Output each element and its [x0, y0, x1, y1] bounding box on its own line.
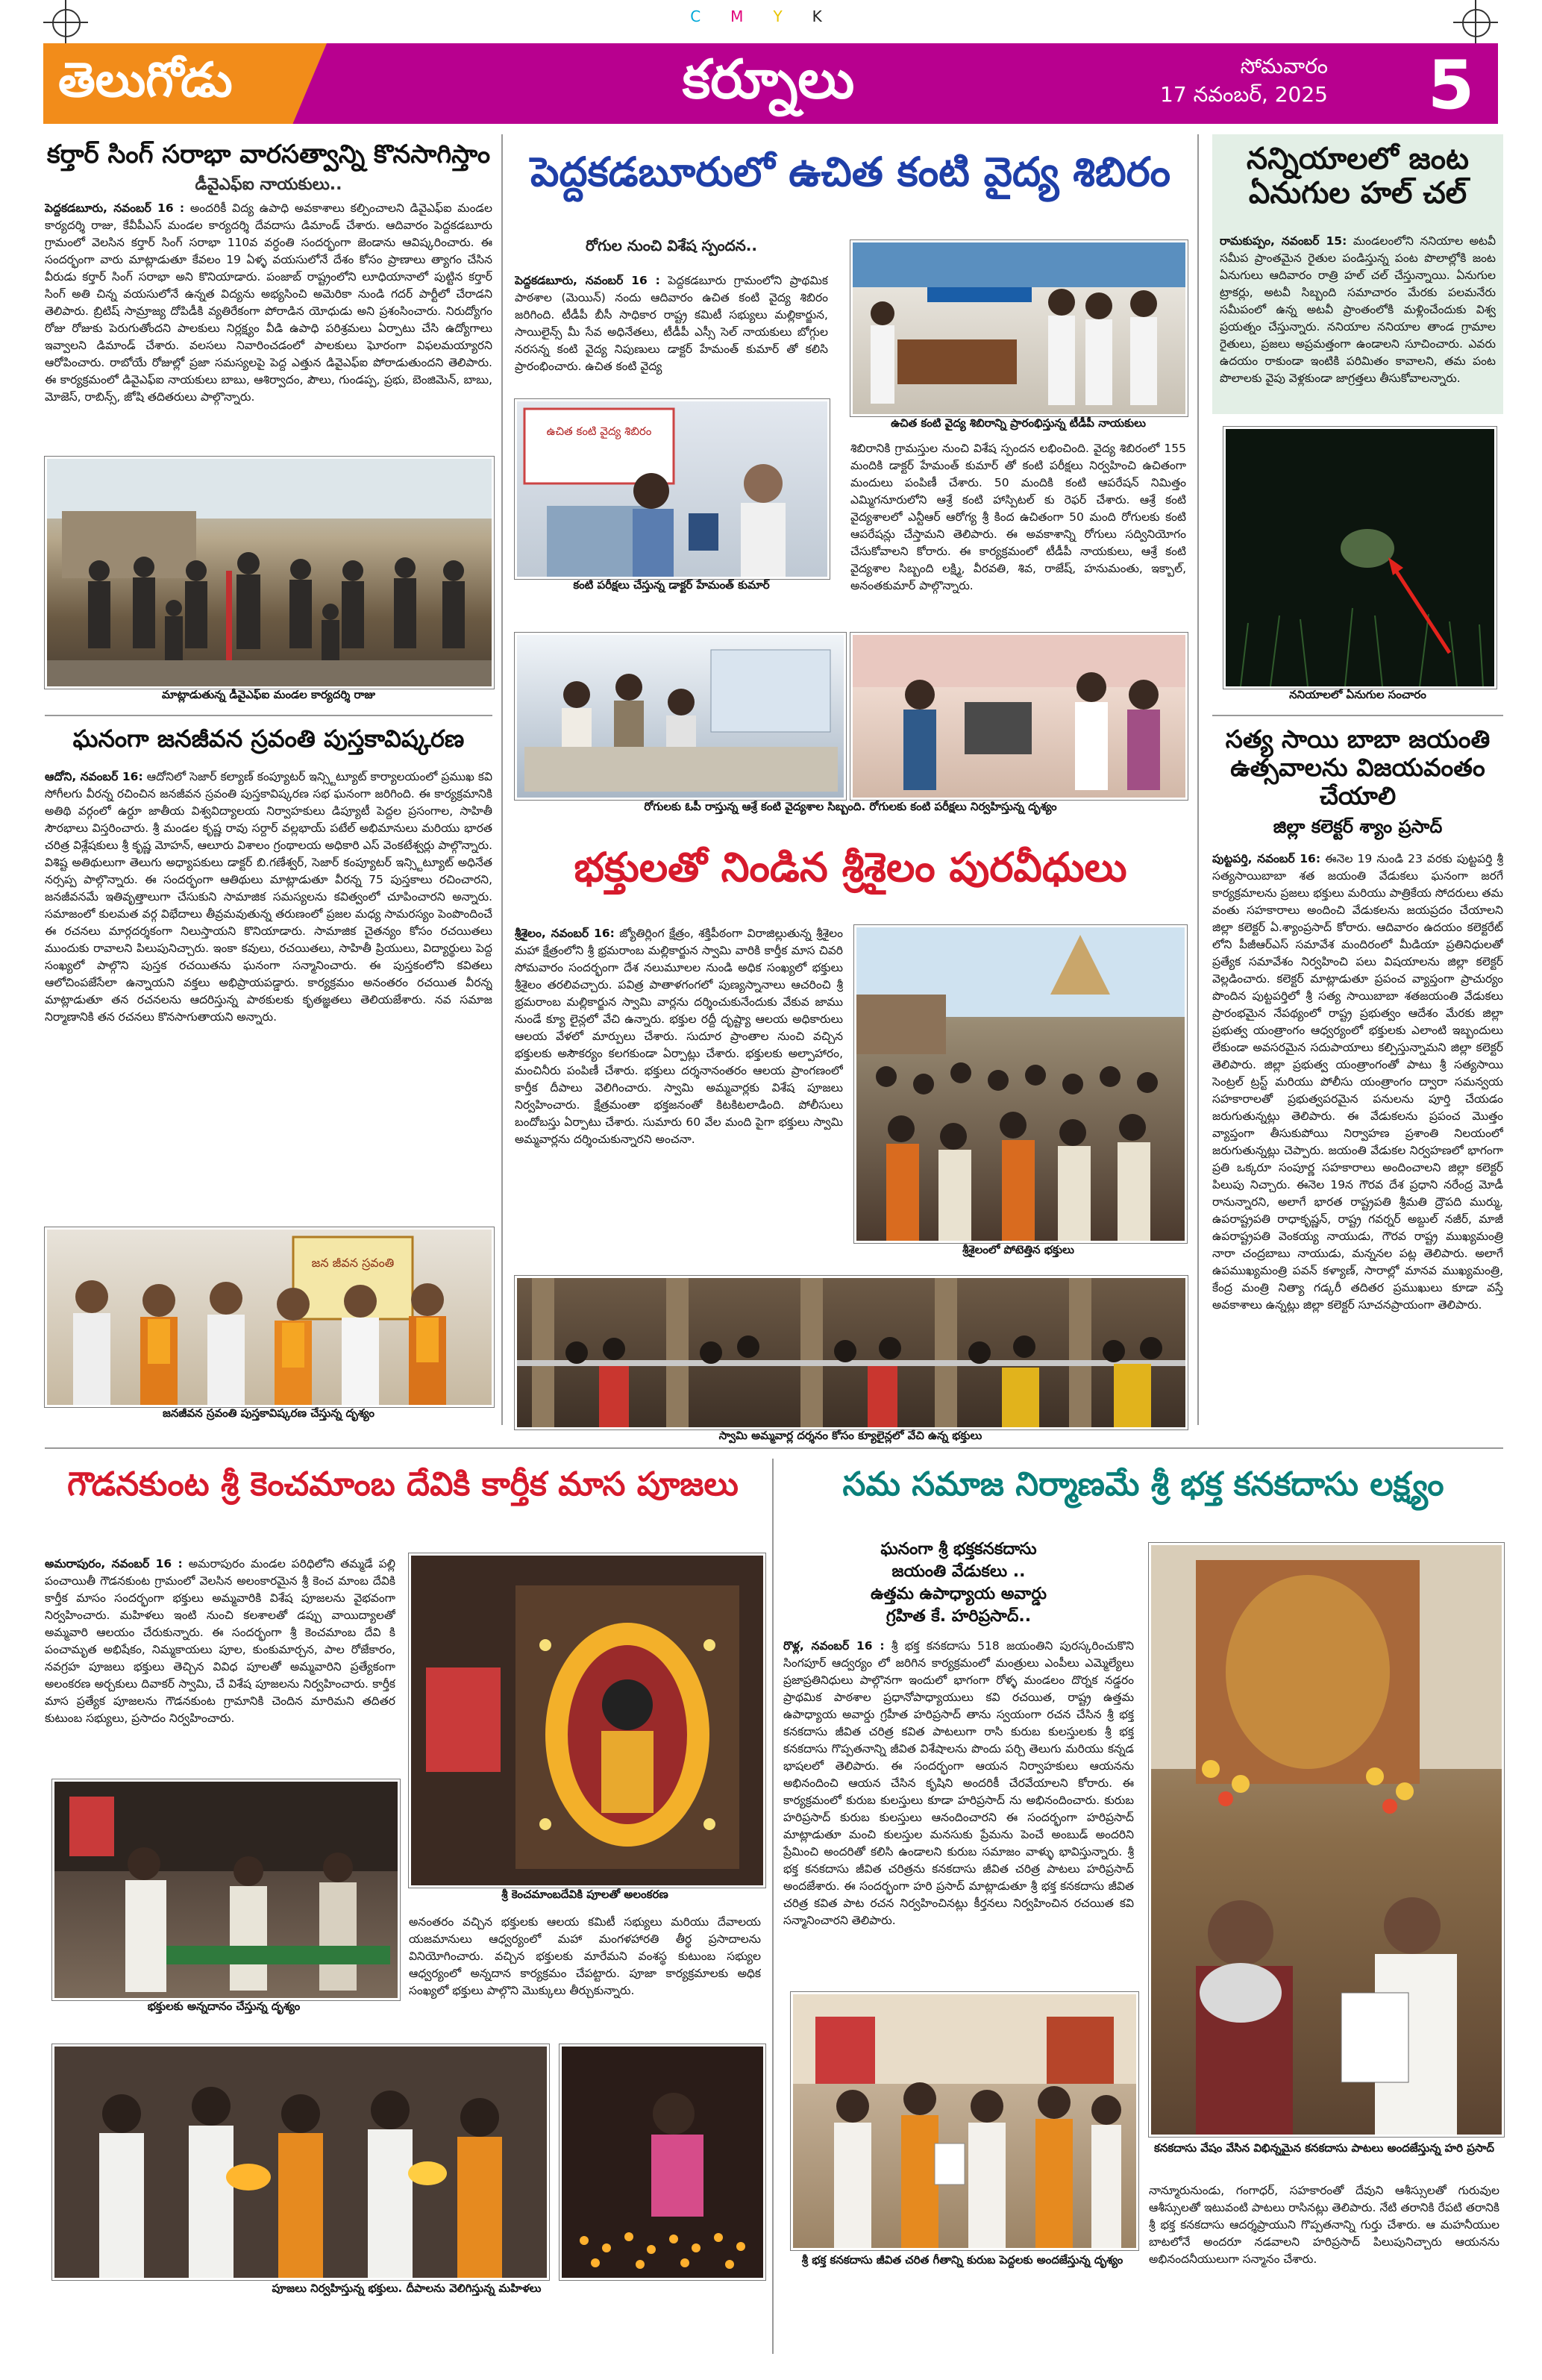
kenchamamba-body-text: అమరాపురం మండల పరిధిలోని తమ్మడే పల్లి పంచాయితీ గౌడనకుంట గ్రామంలో వెలసిన అలంకారమైన శ్రీ కెంచ మాంబ దేవికి కార్తీక మాసం సందర్భంగా భక్తులు అమ్మవారికి విశేష పూజలను వైభవంగా నిర్వహించారు. మహిళలు ఇంటి నుంచి కలశాలతో డప్పు వాయిద్యాలతో అమ్మవారి ఆలయం చేరుకున్నారు. ఈ సందర్భంగా శ్రీ కెంచమాంబ దేవి కి పంచామృత అభిషేకం, నిమ్మకాయలు పూల, కుంకుమార్చన, పాల రోజేకారం, నవగ్రహ పూజలు భక్తులు తెచ్చిన వివిధ పూలతో అమ్మవారిని ప్రత్యేకంగా అలంకరణ అర్చకులు దివాకర్ స్వామి, చే విశేష పూజలను నిర్వహించారు. కార్తీక మాస ప్రత్యేక పూజలను గౌడనకుంట గ్రామానికి చెందిన మారిమని తదితర కుటుంబ సభ్యులు, ప్రసాదం నిర్వహించారు.: [45, 1557, 395, 1725]
kartar-subheadline: డీవైఎఫ్ఐ నాయకులు..: [195, 175, 342, 194]
column-rule: [1197, 134, 1199, 1425]
elephants-headline: నన్నియాలలో జంట ఏనుగుల హల్ చల్: [1247, 142, 1469, 210]
book-caption: జనజీవన స్రవంతి పుస్తకావిష్కరణ చేస్తున్న దృశ్యం: [163, 1406, 374, 1420]
kenchamamba-bottom-caption: పూజలు నిర్వహిస్తున్న భక్తులు. దీపాలను వెలిగిస్తున్న మహిళలు: [272, 2282, 542, 2295]
kanakadasa-sub-2: జయంతి వేడుకలు ..: [891, 1562, 1026, 1581]
kanakadasa-body: [783, 1638, 1134, 1981]
book-body-text: ఆదోనిలో సెజార్ కల్యాణ్ కంప్యూటర్ ఇన్స్టిట్యూట్ కార్యాలయంలో ప్రముఖ కవి సోగీలగు వీరన్న రచించిన జనజీవన స్రవంతి పుస్తకావిష్కరణ సభ ఘనంగా జరిగింది. ఈ కార్యక్రమానికి అతిథి వర్గంలో ఉర్దూ జాతీయ విశ్వవిద్యాలయ నిర్వాహకులు డిప్యూటీ పెద్దల ప్రసంగాల, సాహితీ సౌరభాలు విస్తరించారు. శ్రీ మండల కృష్ణ రావు సర్దార్ వల్లభాయ్ పటేల్ అభిమానులు మరియు భారత చరిత్ర విశ్లేషకులు శ్రీ కృష్ణ మోహన్, ఆలూరు విశాలం గ్రంథాలయ అధికారి ఎస్ వెంకటేశ్వర్లు పాల్గొన్నారు. విశిష్ట అతిథులుగా తెలుగు అధ్యాపకులు డాక్టర్ బి.గణేశ్వర్, సెజార్ కంప్యూటర్ ఇన్స్టిట్యూట్ అధినేత నర్సప్ప పాల్గొన్నారు. ఈ సందర్భంగా ఆతిథులు మాట్లాడుతూ వీరన్న 75 పుస్తకాలు రచించారని, జనజీవనమే ఇతివృత్తాలుగా చేసుకుని సామాజిక సమస్యలను కవిత్వంలో చూపించారని అన్నారు. సమాజంలో కులమత వర్గ విభేదాలు తీవ్రమవుతున్న తరుణంలో ప్రజల మధ్య సామరస్యం పెంపొందించే ఈ రచనలు మార్గదర్శకంగా నిలుస్తాయని కొనియాడారు. సామాజిక చైతన్యం కోసం రచయితలు ముందుకు రావాలని పిలుపునిచ్చారు. ఇంకా కవులు, రచయితలు, సాహితీ ప్రియులు, విద్యార్థులు పెద్ద సంఖ్యలో పాల్గొని పుస్తక రచయితను ఘనంగా సన్మానించారు. ఈ పుస్తకంలోని కవితలు ఆలోచింపజేసేలా ఉన్నాయని వక్తలు అభిప్రాయపడ్డారు. కార్యక్రమం అనంతరం రచయిత వీరన్న మాట్లాడుతూ తన రచనలను ఆదరిస్తున్న పాఠకులకు కృతజ్ఞతలు తెలియజేశారు. నవ సమాజ నిర్మాణానికి తన రచనలు కొనసాగుతాయని అన్నారు.: [45, 770, 492, 1024]
page-number: 5: [1427, 46, 1475, 125]
brand-logo: తెలుగోడు: [58, 52, 233, 108]
divider: [1212, 715, 1503, 716]
book-dateline: ఆదోని, నవంబర్ 16:: [45, 770, 143, 783]
kartar-body: [45, 200, 492, 446]
srisailam-headline: భక్తులతో నిండిన శ్రీశైలం పురవీధులు: [574, 844, 1127, 891]
kenchamamba-food-caption: భక్తులకు అన్నదానం చేస్తున్న దృశ్యం: [147, 1999, 301, 2013]
eyecamp-doctor-photo: [515, 399, 830, 579]
kenchamamba-food-photo: [52, 1779, 400, 2000]
eyecamp-subheadline: రోగుల నుంచి విశేష స్పందన..: [586, 237, 757, 254]
sathyasai-subheadline: జిల్లా కలెక్టర్ శ్యాం ప్రసాద్: [1273, 816, 1443, 837]
eyecamp-opening-caption: ఉచిత కంటి వైద్య శిబిరాన్ని ప్రారంభిస్తున్న టీడీపీ నాయకులు: [891, 416, 1146, 430]
kenchamamba-lamps-photo: [560, 2044, 765, 2280]
kartar-body-text: అందరికీ విద్య ఉపాధి అవకాశాలు కల్పించాలని డివైఎఫ్ఐ మండల కార్యదర్శి రాజు, కేవీపీఎస్ మండల కార్యదర్శి దేవదాసు డిమాండ్ చేశారు. ఆదివారం పెద్దకడబూరు గ్రామంలో వెలసిన కర్తార్ సింగ్ సరాభా 110వ వర్ధంతి సందర్భంగా జెండాను ఆవిష్కరించారు. ఈ సందర్భంగా వారు మాట్లాడుతూ కేవలం 19 ఏళ్ళ వయసులోనే దేశం కోసం ప్రాణాలు త్యాగం చేసిన వీరుడు కర్తార్ సింగ్ సరాభా అని కొనియాడారు. పంజాబ్ రాష్ట్రంలోని లూధియానాలో పుట్టిన కర్తార్ సింగ్ అతి చిన్న వయసులోనే ఉన్నత విద్యను అభ్యసించి అమెరికా నుండి గదర్ పార్టీలో చేరాడని తెలిపారు. బ్రిటిష్ సామ్రాజ్య దోపిడీకి వ్యతిరేకంగా పోరాడిన యోధుడు అని ప్రశంసించారు. నిరుద్యోగం రోజు రోజుకు పెరుగుతోందని పాలకులు నిర్లక్ష్యం వీడి ఉపాధి పరిశ్రమలు ఏర్పాటు చేసి ఉద్యోగాలు ఇవ్వాలని డిమాండ్ చేశారు. వలసలు నివారించడంలో పాలకులు ఘోరంగా విఫలమయ్యారని ఆరోపించారు. రాబోయే రోజుల్లో ప్రజా సమస్యలపై పెద్ద ఎత్తున డివైఎఫ్ఐ పోరాడుతుందని తెలిపారు. ఈ కార్యక్రమంలో డివైఎఫ్ఐ నాయకులు బాబు, ఆశిర్వాదం, పౌలు, గుండప్ప, ప్రభు, బెంజిమెన్, బాబు, మోజెస్, రాబిన్స్, జోషి తదితరులు పాల్గొన్నారు.: [45, 201, 492, 404]
sathyasai-headline: సత్య సాయి బాబా జయంతి ఉత్సవాలను విజయవంతం చేయాలి: [1225, 724, 1491, 810]
srisailam-street-caption: శ్రీశైలంలో పోటెత్తిన భక్తులు: [962, 1243, 1074, 1256]
kartar-photo: [45, 457, 494, 689]
eyecamp-exam-photo: [850, 633, 1188, 800]
issue-date: [1082, 52, 1328, 109]
eyecamp-dateline: పెద్దకడబూరు, నవంబర్ 16 :: [515, 274, 660, 287]
kartar-caption: మాట్లాడుతున్న డీవైఎఫ్ఐ మండల కార్యదర్శి రాజు: [161, 688, 376, 701]
registration-desk-illustration: [517, 635, 844, 798]
kanakadasa-sub-1: ఘనంగా శ్రీ భక్తకనకదాసు: [880, 1540, 1037, 1559]
cmyk-y: Y: [773, 7, 812, 25]
kenchamamba-body: [45, 1556, 395, 1764]
procession-illustration: [1151, 1545, 1502, 2135]
eyecamp-headline: పెద్దకడబూరులో ఉచిత కంటి వైద్య శిబిరం: [530, 148, 1171, 195]
kenchamamba-headline: గౌడనకుంట శ్రీ కెంచమాంబ దేవికి కార్తీక మాస పూజలు: [67, 1465, 739, 1503]
kanakadasa-body-2: నాన్మూరునుండు, గంగాధర్, సహకారంతో దేవుని ఆశీస్సులతో గురువుల ఆశీస్సులతో ఇటువంటి పాటలు రాసినట్లు తెలిపారు. నేటి తరానికి రేపటి తరానికి శ్రీ భక్త కనకదాసు ఆదర్శప్రాయుని గొప్పతనాన్ని గుర్తు చేశారు. ఆ మహనీయుల బాటలోనే అందరూ నడవాలని హరిప్రసాద్ పిలుపునిచ్చారు ఆయనను అభినందనీయులుగా సన్మానం చేశారు.: [1149, 2184, 1499, 2266]
kanakadasa-sub-3: ఉత్తమ ఉపాధ్యాయ అవార్డు: [870, 1585, 1047, 1603]
book-body: [45, 768, 492, 1216]
annadanam-illustration: [54, 1782, 398, 1998]
kartar-headline: కర్తార్ సింగ్ సరాభా వారసత్వాన్ని కొనసాగిస్తాం: [46, 140, 491, 169]
srisailam-dateline: శ్రీశైలం, నవంబర్ 16:: [515, 927, 615, 940]
cmyk-k: K: [812, 7, 852, 25]
issue-date-text: 17 నవంబర్, 2025: [1160, 82, 1328, 107]
srisailam-street-photo: [854, 925, 1187, 1243]
srisailam-queue-photo: [515, 1276, 1188, 1429]
kanakadasa-sub-4: గ్రహిత కే. హరిప్రసాద్..: [886, 1607, 1032, 1626]
kenchamamba-dateline: అమరాపురం, నవంబర్ 16 :: [45, 1557, 183, 1571]
srisailam-body-text: జ్యోతిర్లింగ క్షేత్రం, శక్తిపీఠంగా విరాజిల్లుతున్న శ్రీశైలం మహా క్షేత్రంలోని శ్రీ భ్రమరాంబ మల్లికార్జున స్వామి వారికి కార్తీక మాస చివరి సోమవారం సందర్భంగా దేశ నలుమూలల నుండి అధిక సంఖ్యలో భక్తులు శ్రీశైలం తరలివచ్చారు. పవిత్ర పాతాళగంగలో పుణ్యస్నానాలు ఆచరించి శ్రీ భ్రమరాంబ మల్లికార్జున స్వామి వార్లను దర్శించుకునేందుకు వేకువ జాము నుండే క్యూ లైన్లలో వేచి ఉన్నారు. భక్తుల రద్దీ దృష్ట్యా ఆలయ అధికారులు ఆలయ వేళలో మార్పులు చేశారు. సుదూర ప్రాంతాల నుంచి వచ్చిన భక్తులకు అసౌకర్యం కలగకుండా ఏర్పాట్లు చేశారు. భక్తులకు అల్పాహారం, మంచినీరు పంపిణీ చేశారు. భక్తులు దర్శనానంతరం ఆలయ ప్రాంగణంలో కార్తీక దీపాలు వెలిగించారు. స్వామి అమ్మవార్లకు విశేష పూజలు నిర్వహించారు. క్షేత్రమంతా భక్తజనంతో కిటకిటలాడింది. పోలీసులు బందోబస్తు ఏర్పాటు చేశారు. సుమారు 60 వేల మంది పైగా భక్తులు స్వామి అమ్మవార్లను దర్శించుకున్నారని అంచనా.: [515, 927, 843, 1146]
kanakadasa-body-text: శ్రీ భక్త కనకదాసు 518 జయంతిని పురస్కరించుకొని సింగపూర్ ఆద్వర్యం లో జరిగిన కార్యక్రమంలో మంత్రులు ఎంపీలు ఎమ్మెల్యేలు ప్రజాప్రతినిధులు పాల్గొనగా ఇందులో భాగంగా రోళ్ళ మండలం దొర్నక నడ్డరం ప్రాథమిక పాఠశాల ప్రధానోపాధ్యాయులు కవి రచయిత, రాష్ట్ర ఉత్తమ ఉపాధ్యాయ అవార్డు గ్రహీత హరిప్రసాద్ తాను స్వయంగా రచన చేసిన శ్రీ భక్త కనకదాసు జీవిత చరిత్ర కవిత పాటలుగా రాసి కురుబ కులస్తులకు శ్రీ భక్త కనకదాసు గొప్పతనాన్ని జీవిత విశేషాలను పొందు పర్చి తెలుగు మరియు కన్నడ భాషలలో తెలిపారు. ఈ సందర్భంగా ఆయన నిర్వాహకులు ఆయనను అభినందించి ఆయన చేసిన కృషిని అందరికీ చేరవేయాలని కోరారు. ఈ కార్యక్రమంలో కురుబ కులస్తులు కూడా హరిప్రసాద్ ను అభినందించారు. కురుబ హరిప్రసాద్ కురుబ కులస్తులు ఆనందించారని ఈ సందర్భంగా హరిప్రసాద్ మాట్లాడుతూ మంచి కులస్తుల మనసుకు ప్రేమను పెంచే అంబుడ్ అందరిని ప్రేమించి అందరితో కలిసి ఉండాలని కురుబ సమాజం వాళ్ళు భావిస్తున్నారు. శ్రీ భక్త కనకదాసు జీవిత చరిత్రను కనకదాసు జీవిత చరిత్ర పాటలు హరిప్రసాద్ అందజేశారు. ఈ సందర్భంగా హరి ప్రసాద్ మాట్లాడుతూ శ్రీ భక్త కనకదాసు జీవిత చరిత్ర కవిత పాట రచన నిర్వహించినట్లు కీర్తనలు నిర్వహించిన రచయిత కవి సన్మానించారని తెలిపారు.: [783, 1639, 1134, 1927]
eye-exam-illustration: [517, 401, 827, 577]
kenchamamba-deity-photo: [409, 1553, 765, 1888]
cmyk-registration: [0, 7, 1542, 25]
temple-street-crowd-illustration: [856, 927, 1185, 1241]
issue-weekday: సోమవారం: [1240, 54, 1328, 78]
kanakadasa-headline: సమ సమాజ నిర్మాణమే శ్రీ భక్త కనకదాసు లక్ష్యం: [842, 1465, 1444, 1503]
crowd-photo-illustration: [47, 459, 492, 686]
elephants-photo: [1223, 427, 1496, 689]
elephants-dateline: రామకుప్పం, నవంబర్ 15:: [1220, 234, 1347, 248]
registration-mark-left-icon: [52, 9, 81, 37]
book-launch-illustration: [47, 1230, 492, 1405]
srisailam-queue-caption: స్వామి అమ్మవార్ల దర్శనం కోసం క్యూలైన్లలో వేచి ఉన్న భక్తులు: [718, 1429, 982, 1442]
book-photo: [45, 1227, 494, 1407]
book-headline: ఘనంగా జనజీవన స్రవంతి పుస్తకావిష్కరణ: [72, 724, 465, 753]
divider: [45, 715, 492, 716]
eyecamp-op-photo: [515, 633, 846, 800]
district-title: కర్నూలు: [682, 48, 855, 110]
book-presentation-illustration: [793, 1994, 1136, 2248]
srisailam-body: [515, 925, 843, 1253]
night-elephant-illustration: [1226, 429, 1494, 686]
cmyk-m: M: [730, 7, 774, 25]
puja-illustration: [54, 2047, 547, 2278]
column-rule: [772, 1459, 774, 2354]
sathyasai-body: [1212, 851, 1503, 1440]
kenchamamba-deity-caption: శ్రీ కెంచమాంబదేవికి పూలతో అలంకరణ: [501, 1888, 668, 1901]
eyecamp-opening-photo: [850, 240, 1188, 416]
kanakadasa-costume-photo: [1149, 1543, 1504, 2137]
eyecamp-body-1: [515, 272, 828, 388]
kenchamamba-puja-photo: [52, 2044, 549, 2280]
eyecamp-doctor-caption: కంటి పరీక్షలు చేస్తున్న డాక్టర్ హేమంత్ కుమార్: [573, 578, 770, 592]
deity-decoration-illustration: [411, 1556, 763, 1885]
kenchamamba-body-2: అనంతరం వచ్చిన భక్తులకు ఆలయ కమిటీ సభ్యులు మరియు దేవాలయ యజమానులు ఆధ్వర్యంలో మహా మంగళహారతి తీర్థ ప్రసాదాలను వినియోగించారు. వచ్చిన భక్తులకు మారేమని వంశస్థ కుటుంబ సభ్యుల ఆధ్వర్యంలో అన్నదాన కార్యక్రమం చేపట్టారు. పూజా కార్యక్రమాలకు అధిక సంఖ్యలో భక్తులు పాల్గొని మొక్కులు తీర్చుకున్నారు.: [409, 1915, 761, 1997]
sathyasai-dateline: పుట్టపర్తి, నవంబర్ 16:: [1212, 852, 1321, 865]
eye-test-illustration: [853, 635, 1185, 798]
elephants-caption: ననియాలలో ఏనుగుల సంచారం: [1289, 688, 1426, 701]
opening-ceremony-illustration: [853, 242, 1185, 414]
section-divider: [45, 1447, 1503, 1449]
elephants-body-text: మండలంలోని ననియాల అటవీ సమీప ప్రాంతమైన రైతుల పండిస్తున్న పంట పొలాల్లోకి జంట ఏనుగులు ఆదివారం రాత్రి హల్ చల్ చేస్తున్నాయి. ఏనుగుల ట్రాకర్లు, అటవీ సిబ్బంది సమాచారం మేరకు పలమనేరు సమీపంలో ఉన్న అటవీ ప్రాంతంలోకి మళ్లించేందుకు విశ్వ ప్రయత్నం చేస్తున్నారు. ననియాల ననియాల తాండ గ్రామాల రైతులు, ప్రజలు అప్రమత్తంగా ఉండాలని సూచించారు. ఎవరు ఉదయం రాకుండా ఇంటికి పరిమితం కావాలని, తమ పంట పొలాలకు వైపు వెళ్లకుండా జాగ్రత్తలు తీసుకోవాలన్నారు.: [1220, 234, 1496, 385]
registration-mark-right-icon: [1462, 9, 1491, 37]
book-banner-text: జన జీవన స్రవంతి: [311, 1256, 395, 1270]
elephants-body: [1220, 233, 1496, 412]
cmyk-c: C: [690, 7, 731, 25]
diya-lamps-illustration: [562, 2047, 763, 2278]
column-rule: [501, 134, 503, 1425]
kanakadasa-dateline: రొళ్ల, నవంబర్ 16 :: [783, 1639, 885, 1653]
kanakadasa-subheadlines: [783, 1538, 1134, 1628]
kanakadasa-costume-caption: కనకదాసు వేషం వేసిన విభిన్నమైన కనకదాసు పాటలు అందజేస్తున్న హరి ప్రసాద్: [1153, 2141, 1495, 2155]
eyecamp-body-2: శిబిరానికి గ్రామస్తుల నుంచి విశేష స్పందన లభించింది. వైద్య శిబిరంలో 155 మందికి డాక్టర్ హేమంత్ కుమార్ తో కంటి పరీక్షలు నిర్వహించి ఉచితంగా మందులు పంపిణీ చేశారు. 50 మందికి కంటి ఆపరేషన్ నిమిత్తం ఎమ్మిగనూరులోని ఆశ్రే కంటి హాస్పిటల్ కు రెఫర్ చేశారు. ఆశ్రే కంటి వైద్యశాలలో ఎన్టీఆర్ ఆరోగ్య శ్రీ కింద ఉచితంగా 50 మంది రోగులకు కంటి ఆపరేషన్లు చేస్తామని తెలిపారు. ఈ అవకాశాన్ని రోగులు సద్వినియోగం చేసుకోవాలని కోరారు. ఈ కార్యక్రమంలో టీడీపీ నాయకులు, ఆశ్రే కంటి వైద్యశాల సిబ్బంది లక్ష్మి, వీరవతి, శివ, రాజేష్, హనుమంతు, ఇక్బాల్, అనంతకుమార్ పాల్గొన్నారు.: [850, 442, 1186, 592]
kartar-dateline: పెద్దకడబూరు, నవంబర్ 16 :: [45, 201, 185, 215]
kanakadasa-book-caption: శ్రీ భక్త కనకదాసు జీవిత చరిత గీతాన్ని కురుబ పెద్దలకు అందజేస్తున్న దృశ్యం: [801, 2253, 1123, 2267]
kanakadasa-book-photo: [791, 1992, 1138, 2250]
sathyasai-body-text: ఈనెల 19 నుండి 23 వరకు పుట్టపర్తి శ్రీ సత్యసాయిబాబా శత జయంతి వేడుకలు ఘనంగా జరగే కార్యక్రమాలను ప్రజలు భక్తులు మరియు పాత్రికేయ సోదరులు తమ వంతు సహకారాలు అందించి వేడుకలను జయప్రదం చేయాలని జిల్లా కలెక్టర్ ఏ.శ్యాంప్రసాద్ కోరారు. ఆదివారం ఉదయం కలెక్టరేట్ లోని పీజీఆర్ఎస్ సమావేశ మందిరంలో మీడియా ప్రతినిధులతో ప్రత్యేక సమావేశం నిర్వహించి పలు విషయాలను జిల్లా కలెక్టర్ వెల్లడించారు. కలెక్టర్ మాట్లాడుతూ ప్రపంచ వ్యాప్తంగా ప్రాచుర్యం పొందిన పుట్టపర్తిలో శ్రీ సత్య సాయిబాబా శతజయంతి వేడుకలు ప్రారంభమైన నేపథ్యంలో రాష్ట్ర ప్రభుత్వం ఆదేశం మేరకు జిల్లా ప్రభుత్వ యంత్రాంగం ఆధ్వర్యంలో భక్తులకు ఎలాంటి ఇబ్బందులు లేకుండా అవసరమైన సదుపాయాలు కల్పిస్తున్నామని జిల్లా కలెక్టర్ తెలిపారు. జిల్లా ప్రభుత్వ యంత్రాంగంతో పాటు శ్రీ సత్యసాయి సెంట్రల్ ట్రస్ట్ మరియు పోలీసు యంత్రాంగం ద్వారా సమన్వయ సహకారాలతో ప్రభుత్వపరమైన పనులను పూర్తి చేయడం జరుగుతున్నట్లు తెలిపారు. ఈ వేడుకలను ప్రపంచ మొత్తం వ్యాప్తంగా తీసుకుపోయి నిర్వాహణ ప్రశాంతి నిలయంలో జరుగుతున్నట్లు చెప్పారు. జయంతి వేడుకల నిర్వహణలో భాగంగా ప్రతి ఒక్కరూ సంపూర్ణ సహకారాలు అందించాలని జిల్లా కలెక్టర్ పిలుపు నిచ్చారు. ఈనెల 19న గౌరవ దేశ ప్రధాని నరేంద్ర మోడీ రానున్నారని, అలాగే భారత రాష్ట్రపతి శ్రీమతి ద్రౌపది ముర్ము, ఉపరాష్ట్రపతి రాధాకృష్ణన్, రాష్ట్ర గవర్నర్ అబ్దుల్ నజీర్, మాజీ ఉపరాష్ట్రపతి వెంకయ్య నాయుడు, గౌరవ రాష్ట్ర ముఖ్యమంత్రి నారా చంద్రబాబు నాయుడు, మన్ననల పట్ల తెలిపారు. అలాగే ఉపముఖ్యమంత్రి పవన్ కళ్యాణ్, సారాల్లో మానవ ముఖ్యమంత్రి, కేంద్ర మంత్రి నిత్యా గడ్కరీ తదితర ప్రముఖులు కూడా వస్తే అవకాశాలు ఉన్నట్లు జిల్లా కలెక్టర్ సూచనప్రాయంగా తెలిపారు.: [1212, 852, 1503, 1312]
eyecamp-sign-text: ఉచిత కంటి వైద్య శిబిరం: [546, 425, 652, 438]
queue-line-illustration: [517, 1278, 1185, 1427]
eyecamp-row-caption: రోగులకు ఓపీ రాస్తున్న ఆశ్రే కంటి వైద్యశాల సిబ్బంది. రోగులకు కంటి పరీక్షలు నిర్వహిస్తున్న దృశ్యం: [644, 800, 1057, 813]
eyecamp-body-text-1: పెద్దకడబూరు గ్రామంలోని ప్రాథమిక పాఠశాల (మెయిన్) నందు ఆదివారం ఉచిత కంటి వైద్య శిబిరం జరిగింది. టీడీపీ బీసీ సాధికార రాష్ట్ర కమిటీ సభ్యులు మల్లికార్జున, సాయిలైన్స్ మీ సేవ అధినేతలు, టీడీపీ ఎస్సీ సెల్ నాయకులు బోగ్గుల నరసన్న కంటి వైద్య నిపుణులు డాక్టర్ హేమంత్ కుమార్ తో కలిసి ప్రారంభించారు. ఉచిత కంటి వైద్య: [515, 274, 828, 373]
